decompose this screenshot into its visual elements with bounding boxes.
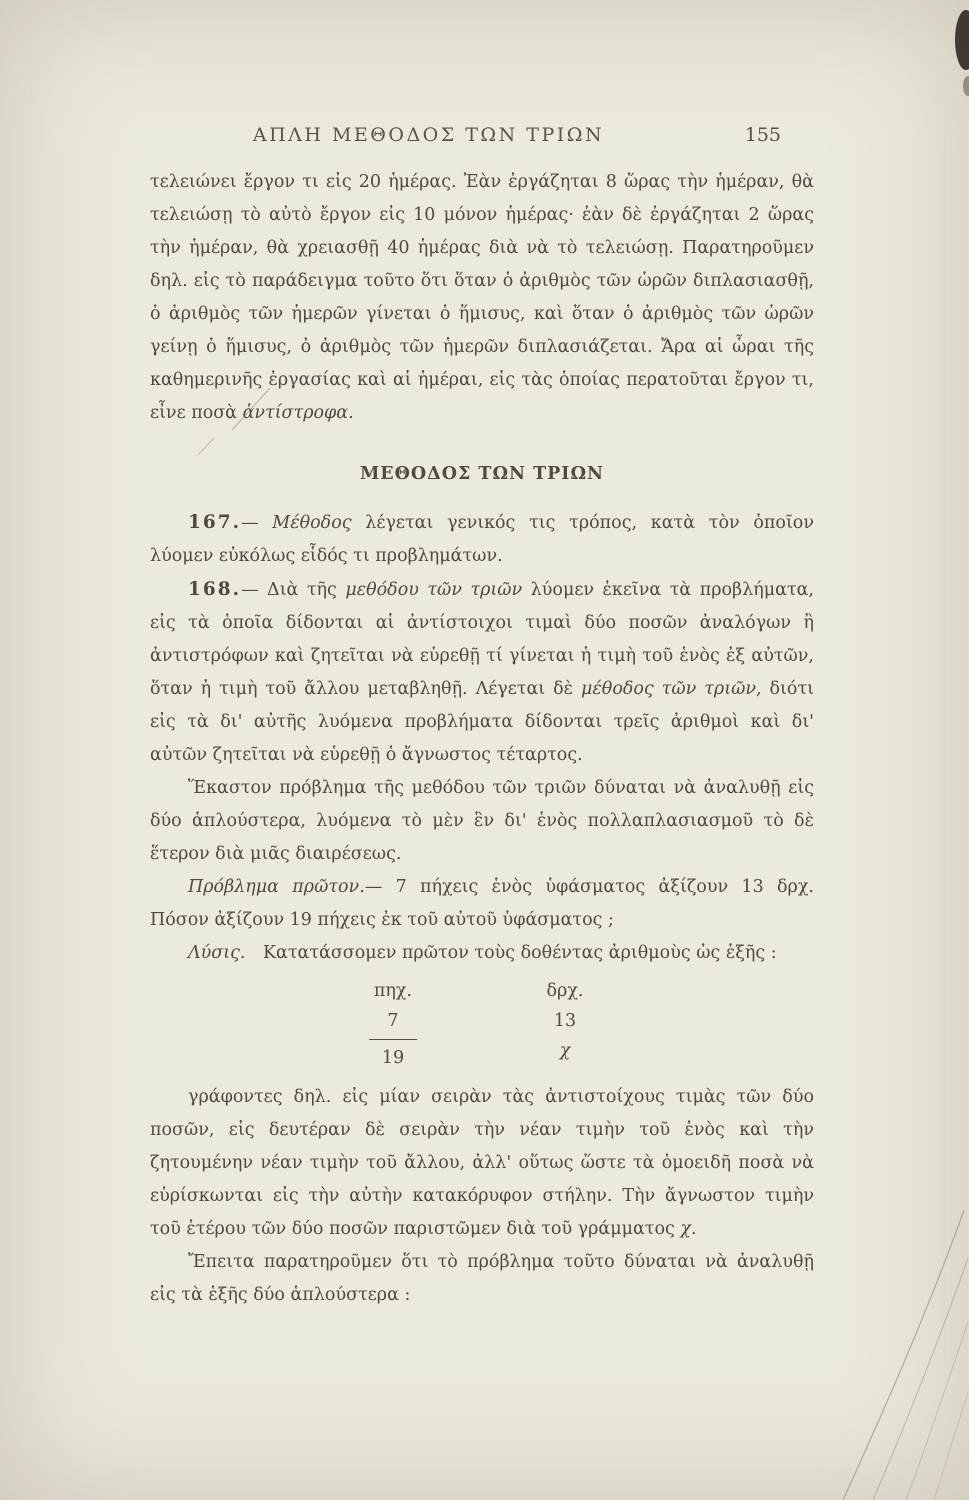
ink-smudge-artifact [955,10,969,70]
text-segment: λέγεται γενικός τις τρόπος, κατὰ τὸν ὁποῖον λύομεν εὐκόλως εἶδός τι προβλημάτων. [150,513,814,566]
page-curl-lines [843,1210,968,1500]
text-segment: Ἕκαστον πρόβλημα τῆς μεθόδου τῶν τριῶν δύναται νὰ ἀναλυθῇ εἰς δύο ἁπλούστερα, λυόμενα τὸ μὲν ἓν δι' ἑνὸς πολλαπλασιασμοῦ τὸ δὲ ἕτερον διὰ μιᾶς διαιρέσεως. [150,778,814,864]
section-paragraphs [150,506,814,970]
text-segment: Μέθοδος [272,513,352,533]
text-block [150,166,814,1312]
text-segment: — Διὰ τῆς [241,580,346,600]
section-heading: ΜΕΘΟΔΟΣ ΤΩΝ ΤΡΙΩΝ [359,464,605,484]
table-header-row [335,976,814,1006]
intro-paragraphs [150,166,814,430]
table-cell: 13 [553,1011,577,1031]
table-col-header: δρχ. [546,981,584,1001]
page-header [150,124,819,150]
text-segment: γράφοντες δηλ. εἰς μίαν σειρὰν τὰς ἀντιστοίχους τιμὰς τῶν δύο ποσῶν, εἰς δευτέραν δὲ σειρὰν τὴν νέαν τιμὴν τοῦ ἑνὸς καὶ τὴν ζητουμένην νέαν τιμὴν τοῦ ἄλλου, ἀλλ' οὕτως ὥστε τὰ ὁμοειδῆ ποσὰ νὰ εὑρίσκωνται εἰς τὴν αὐτὴν κατακόρυφον στήλην. Τὴν ἄγνωστον τιμὴν τοῦ ἑτέρου τῶν δύο ποσῶν παριστῶμεν διὰ τοῦ γράμματος [150,1087,814,1239]
paragraph [150,772,814,871]
text-segment: 167. [188,512,242,533]
text-segment: μεθόδου τῶν τριῶν [345,580,523,600]
text-segment: Κατατάσσομεν πρῶτον τοὺς δοθέντας ἀριθμοὺς ὡς ἑξῆς : [245,943,777,963]
paragraph [150,871,814,937]
sum-rule: 19 [369,1039,417,1073]
text-segment: μέθοδος τῶν τριῶν [581,679,756,699]
paragraph [150,1081,814,1246]
running-title: ΑΠΛΗ ΜΕΘΟΔΟΣ ΤΩΝ ΤΡΙΩΝ [252,124,605,146]
text-segment: ἀντίστροφα. [242,403,354,423]
closing-paragraphs [150,1081,814,1312]
table-cell: 7 [387,1011,399,1031]
text-segment: — 7 πήχεις ἑνὸς ὑφάσματος ἀξίζουν 13 δρχ. Πόσον ἀξίζουν 19 πήχεις ἐκ τοῦ αὐτοῦ ὑφάσματος ; [150,877,814,930]
paragraph [150,166,814,430]
text-segment: τελειώνει ἔργον τι εἰς 20 ἡμέρας. Ἐὰν ἐργάζηται 8 ὥρας τὴν ἡμέραν, θὰ τελειώσῃ τὸ αὐτὸ ἔργον εἰς 10 μόνον ἡμέρας· ἐὰν δὲ ἐργάζηται 2 ὥρας τὴν ἡμέραν, θὰ χρειασθῇ 40 ἡμέρας διὰ νὰ τὸ τελειώσῃ. Παρατηροῦμεν δηλ. εἰς τὸ παράδειγμα τοῦτο ὅτι ὅταν ὁ ἀριθμὸς τῶν ὡρῶν διπλασιασθῇ, ὁ ἀριθμὸς τῶν ἡμερῶν γίνεται ὁ ἥμισυς, καὶ ὅταν ὁ ἀριθμὸς τῶν ὡρῶν γείνῃ ὁ ἥμισυς, ὁ ἀριθμὸς τῶν ἡμερῶν διπλασιάζεται. Ἄρα αἱ ὧραι τῆς καθημερινῆς ἐργασίας καὶ αἱ ἡμέραι, εἰς τὰς ὁποίας περατοῦται ἔργον τι, εἶνε ποσὰ [150,172,814,423]
text-segment: 168. [188,579,242,600]
paragraph [150,1246,814,1312]
text-segment: Λύσις. [188,943,246,963]
text-segment: Πρόβλημα πρῶτον. [188,877,365,897]
paragraph [150,506,814,573]
text-segment: λύομεν ἐκεῖνα τὰ προβλήματα, εἰς τὰ ὁποῖα δίδονται αἱ ἀντίστοιχοι τιμαὶ δύο ποσῶν ἀναλόγων ἢ ἀντιστρόφων καὶ ζητεῖται νὰ εὑρεθῇ τί γίνεται ἡ τιμὴ τοῦ ἑνὸς ἐξ αὐτῶν, ὅταν ἡ τιμὴ τοῦ ἄλλου μεταβληθῇ. Λέγεται δὲ [150,580,814,699]
table-row [335,1036,814,1073]
ink-smudge-artifact [963,76,969,96]
table-col-header: πηχ. [373,981,413,1001]
calc-table [150,976,814,1073]
paragraph [150,937,814,970]
text-segment: χ [680,1219,691,1239]
text-segment: , διότι εἰς τὰ δι' αὐτῆς λυόμενα προβλήματα δίδονται τρεῖς ἀριθμοὶ καὶ δι' αὐτῶν ζητεῖται νὰ εὑρεθῇ ὁ ἄγνωστος τέταρτος. [150,679,814,765]
text-segment: — [241,513,273,533]
paragraph [150,573,814,772]
text-segment: Ἔπειτα παρατηροῦμεν ὅτι τὸ πρόβλημα τοῦτο δύναται νὰ ἀναλυθῇ εἰς τὰ ἑξῆς δύο ἁπλούστερα : [150,1252,814,1305]
table-row [335,1006,814,1036]
text-segment: . [690,1219,697,1239]
table-cell-unknown: χ [559,1041,571,1061]
page-number: 155 [744,124,781,146]
table-cell [335,1036,451,1073]
